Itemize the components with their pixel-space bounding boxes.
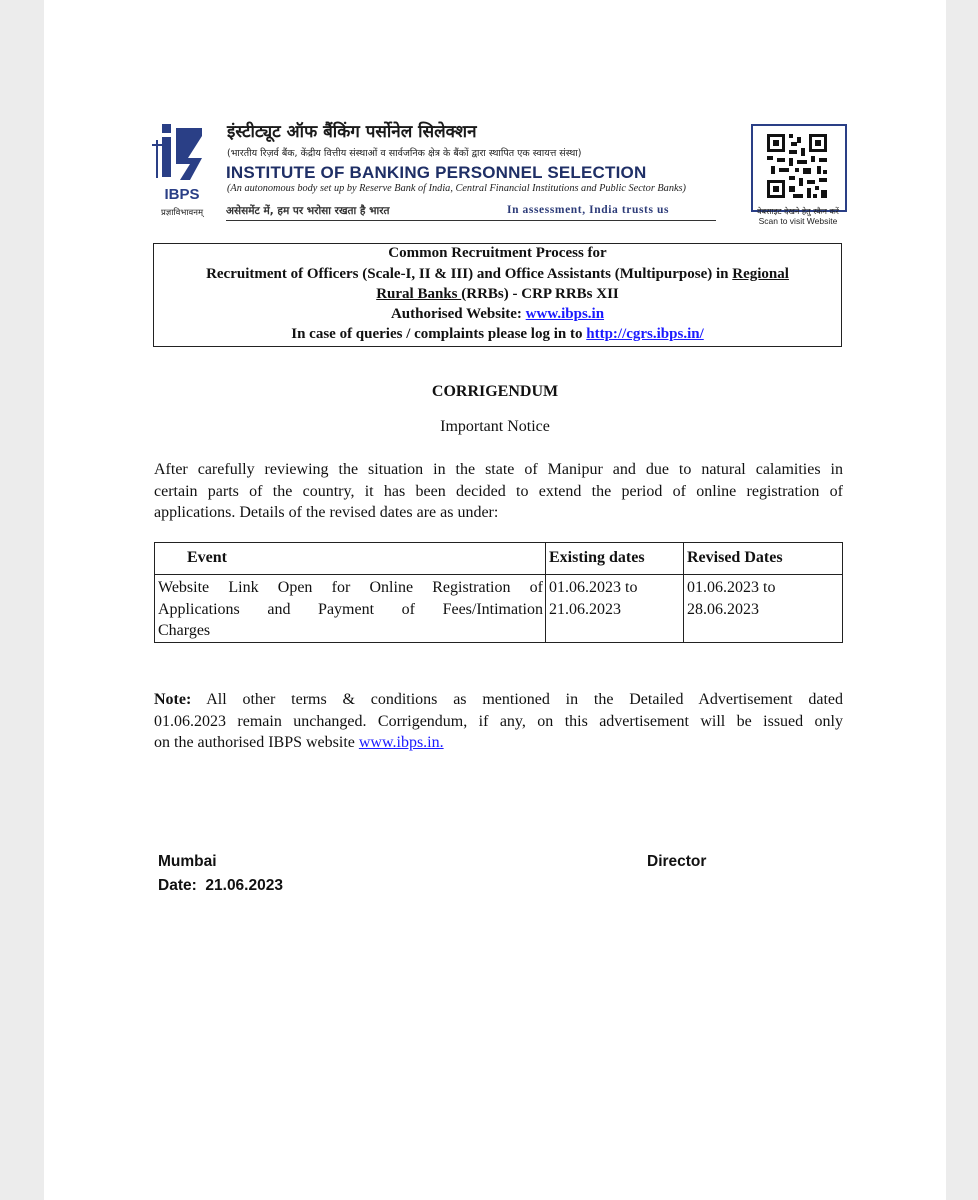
signoff-director: Director [647,853,707,870]
existing-line-1: 01.06.2023 to [549,579,638,596]
ibps-website-link[interactable]: www.ibps.in. [358,734,444,751]
qr-code[interactable] [751,124,847,212]
recruitment-info-box [153,243,842,347]
existing-dates-cell [546,575,684,643]
qr-code-icon [753,126,841,206]
box-line-1: Common Recruitment Process for [388,245,607,261]
header-event: Event [155,543,546,575]
important-notice-subheading: Important Notice [440,418,550,435]
signoff-date-label: Date: [158,877,197,894]
authorised-website-link[interactable]: www.ibps.in [525,306,605,322]
revised-line-1: 01.06.2023 to [687,579,776,596]
table-row [155,575,843,643]
hindi-title: इंस्टीट्यूट ऑफ बैंकिंग पर्सोनेल सिलेक्शन [227,122,477,142]
notice-line-2: certain parts of the country, it has been decided to extend the period of online registration of [154,482,843,500]
note-text-1: All other terms & conditions as mentioned in the Detailed Advertisement dated [191,691,843,708]
event-cell [155,575,546,643]
table-header-row [155,543,843,575]
header-revised-dates: Revised Dates [684,543,843,575]
english-subtitle: (An autonomous body set up by Reserve Bank of India, Central Financial Institutions and Public Sector Banks) [227,183,686,194]
logo-hindi-motto: प्रज्ञाविभावनम् [160,208,204,218]
tagline-hindi: असेसमेंट में, हम पर भरोसा रखता है भारत [226,205,390,217]
queries-label: In case of queries / complaints please log in to [291,326,587,342]
event-line-2: Applications and Payment of Fees/Intimation [158,600,543,618]
event-line-1: Website Link Open for Online Registration of [158,579,543,596]
revised-dates-cell [684,575,843,643]
english-title: INSTITUTE OF BANKING PERSONNEL SELECTION [226,163,647,182]
box-line-2b: Regional [732,266,789,282]
header-existing-dates: Existing dates [546,543,684,575]
box-line-3b: (RRBs) - CRP RRBs XII [461,286,619,302]
corrigendum-heading: CORRIGENDUM [431,383,559,400]
ibps-logo [152,120,212,220]
revised-line-2: 28.06.2023 [687,600,759,618]
qr-caption-english: Scan to visit Website [758,216,838,226]
qr-caption-hindi: वेबसाइट देखने हेतु स्कैन करें [757,207,839,216]
header-divider [226,220,716,221]
document-page [44,0,946,1200]
logo-text: IBPS [164,186,200,203]
notice-line-3: applications. Details of the revised dates are as under: [154,504,499,521]
note-line-2: 01.06.2023 remain unchanged. Corrigendum, if any, on this advertisement will be issued only [154,712,843,730]
box-line-2a: Recruitment of Officers (Scale-I, II & III) and Office Assistants (Multipurpose) in [206,266,733,282]
notice-line-1: After carefully reviewing the situation in the state of Manipur and due to natural calamities in [154,461,843,478]
box-line-3a: Rural Banks [376,286,462,302]
authorised-website-line [154,306,841,323]
box-line-3 [154,286,841,303]
note-line-3 [154,732,843,754]
queries-line [154,326,841,343]
note-label: Note: [154,691,192,708]
existing-line-2: 21.06.2023 [549,600,621,618]
authorised-website-label: Authorised Website: [390,306,526,322]
signoff-date [158,877,283,895]
hindi-subtitle: (भारतीय रिज़र्व बैंक, केंद्रीय वित्तीय संस्थाओं व सार्वजनिक क्षेत्र के बैंकों द्वारा स्थापित एक स्वायत्त संस्था) [227,148,582,159]
tagline-english: In assessment, India trusts us [507,204,670,216]
dates-table [154,542,843,643]
box-line-2 [154,266,841,283]
notice-paragraph [154,459,843,524]
cgrs-link[interactable]: http://cgrs.ibps.in/ [586,326,704,342]
note-paragraph [154,689,843,754]
event-line-3: Charges [158,622,211,639]
signoff-place: Mumbai [158,853,217,870]
note-text-3: on the authorised IBPS website [154,734,359,751]
note-line-1 [154,689,843,711]
signoff-date-value: 21.06.2023 [205,877,283,894]
